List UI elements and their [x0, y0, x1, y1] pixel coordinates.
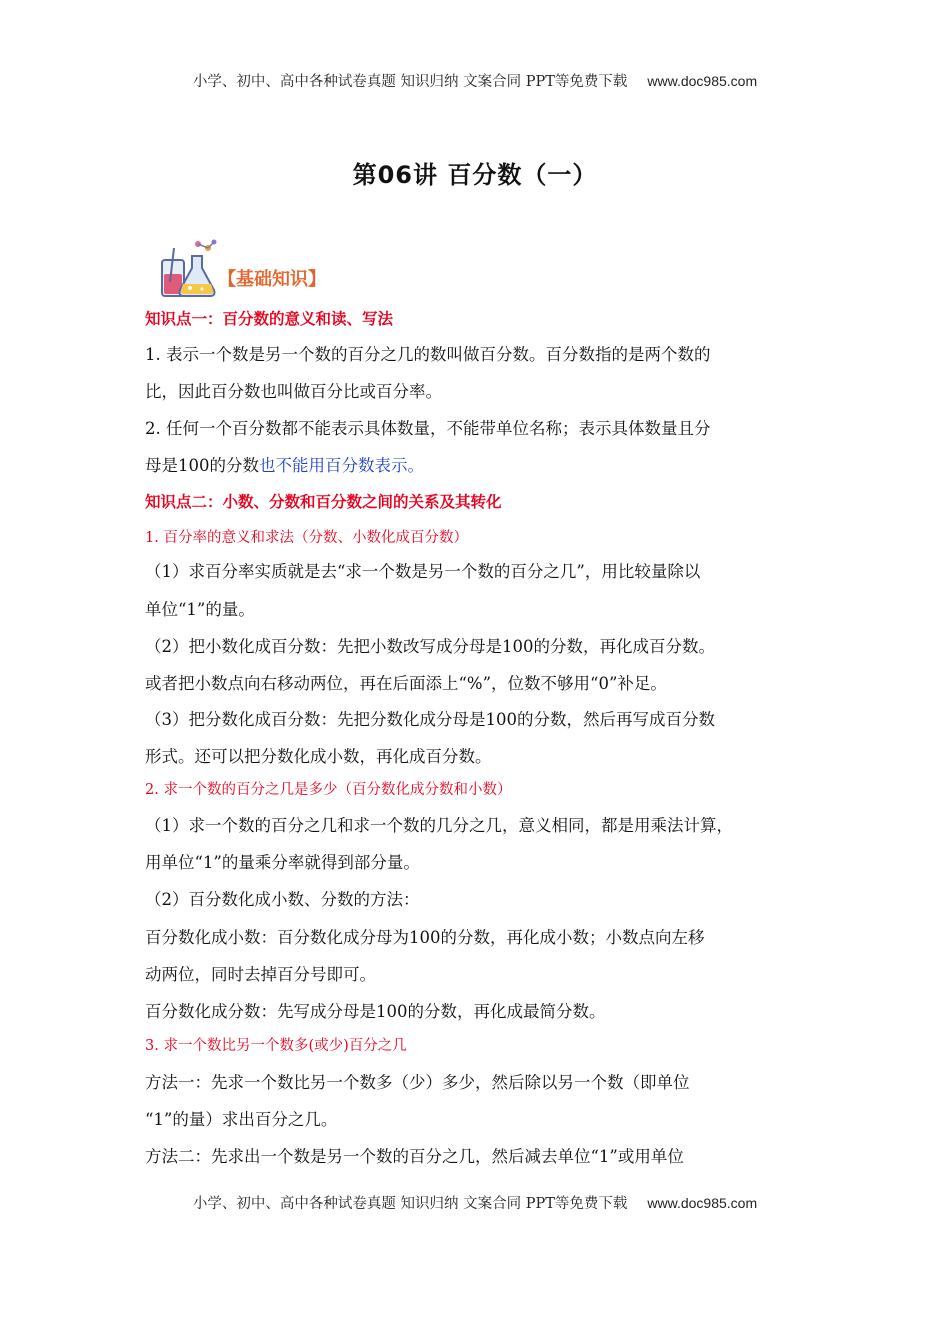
- s1-p3-l2: 形式。还可以把分数化成小数，再化成百分数。: [145, 747, 492, 766]
- footer-text: 小学、初中、高中各种试卷真题 知识归纳 文案合同 PPT等免费下载: [192, 1196, 628, 1212]
- s3-p1-l2: “1”的量）求出百分之几。: [145, 1110, 338, 1129]
- kp1-p2-l1: 2. 任何一个百分数都不能表示具体数量，不能带单位名称；表示具体数量且分: [145, 419, 711, 438]
- kp1-heading: 知识点一：百分数的意义和读、写法: [145, 310, 394, 328]
- header-text: 小学、初中、高中各种试卷真题 知识归纳 文案合同 PPT等免费下载: [192, 74, 628, 90]
- footer-url[interactable]: www.doc985.com: [647, 1195, 758, 1211]
- kp1-p2-l2a: 母是100的分数: [145, 456, 259, 475]
- kp1-p2-l2: [145, 452, 424, 476]
- page-title: 第06讲 百分数（一）: [352, 161, 598, 189]
- s2-p3-l1: 百分数化成小数：百分数化成分母为100的分数，再化成小数；小数点向左移: [145, 928, 705, 947]
- s2-p3-l2: 动两位，同时去掉百分号即可。: [145, 965, 376, 984]
- s1-p2-l1: （2）把小数化成百分数：先把小数改写成分母是100的分数，再化成百分数。: [145, 637, 715, 656]
- s1-heading: 1. 百分率的意义和求法（分数、小数化成百分数）: [145, 530, 468, 546]
- s1-p1-l1: （1）求百分率实质就是去“求一个数是另一个数的百分之几”，用比较量除以: [145, 562, 701, 581]
- section-label: 【基础知识】: [218, 269, 326, 290]
- page-header: [0, 70, 950, 91]
- page-footer: [0, 1192, 950, 1213]
- s2-p1-l2: 用单位“1”的量乘分率就得到部分量。: [145, 853, 420, 872]
- s1-p1-l2: 单位“1”的量。: [145, 600, 255, 619]
- kp2-heading: 知识点二：小数、分数和百分数之间的关系及其转化: [145, 493, 502, 511]
- s1-p3-l1: （3）把分数化成百分数：先把分数化成分母是100的分数，然后再写成百分数: [145, 710, 715, 729]
- kp1-p1-l1: 1. 表示一个数是另一个数的百分之几的数叫做百分数。百分数指的是两个数的: [145, 345, 711, 364]
- header-url[interactable]: www.doc985.com: [647, 73, 758, 89]
- s2-heading: 2. 求一个数的百分之几是多少（百分数化成分数和小数）: [145, 782, 512, 798]
- kp1-p1-l2: 比，因此百分数也叫做百分比或百分率。: [145, 382, 442, 401]
- s2-p4-l1: 百分数化成分数：先写成分母是100的分数，再化成最简分数。: [145, 1002, 606, 1021]
- s1-p2-l2: 或者把小数点向右移动两位，再在后面添上“%”，位数不够用“0”补足。: [145, 674, 667, 693]
- kp1-p2-l2b: 也不能用百分数表示。: [259, 456, 424, 475]
- s2-p1-l1: （1）求一个数的百分之几和求一个数的几分之几，意义相同，都是用乘法计算，: [145, 816, 733, 835]
- flask-icon: [156, 238, 220, 300]
- s3-p2-l1: 方法二：先求出一个数是另一个数的百分之几，然后减去单位“1”或用单位: [145, 1147, 684, 1166]
- s3-heading: 3. 求一个数比另一个数多(或少)百分之几: [145, 1038, 407, 1054]
- s3-p1-l1: 方法一：先求一个数比另一个数多（少）多少，然后除以另一个数（即单位: [145, 1073, 690, 1092]
- s2-p2-l1: （2）百分数化成小数、分数的方法：: [145, 890, 420, 909]
